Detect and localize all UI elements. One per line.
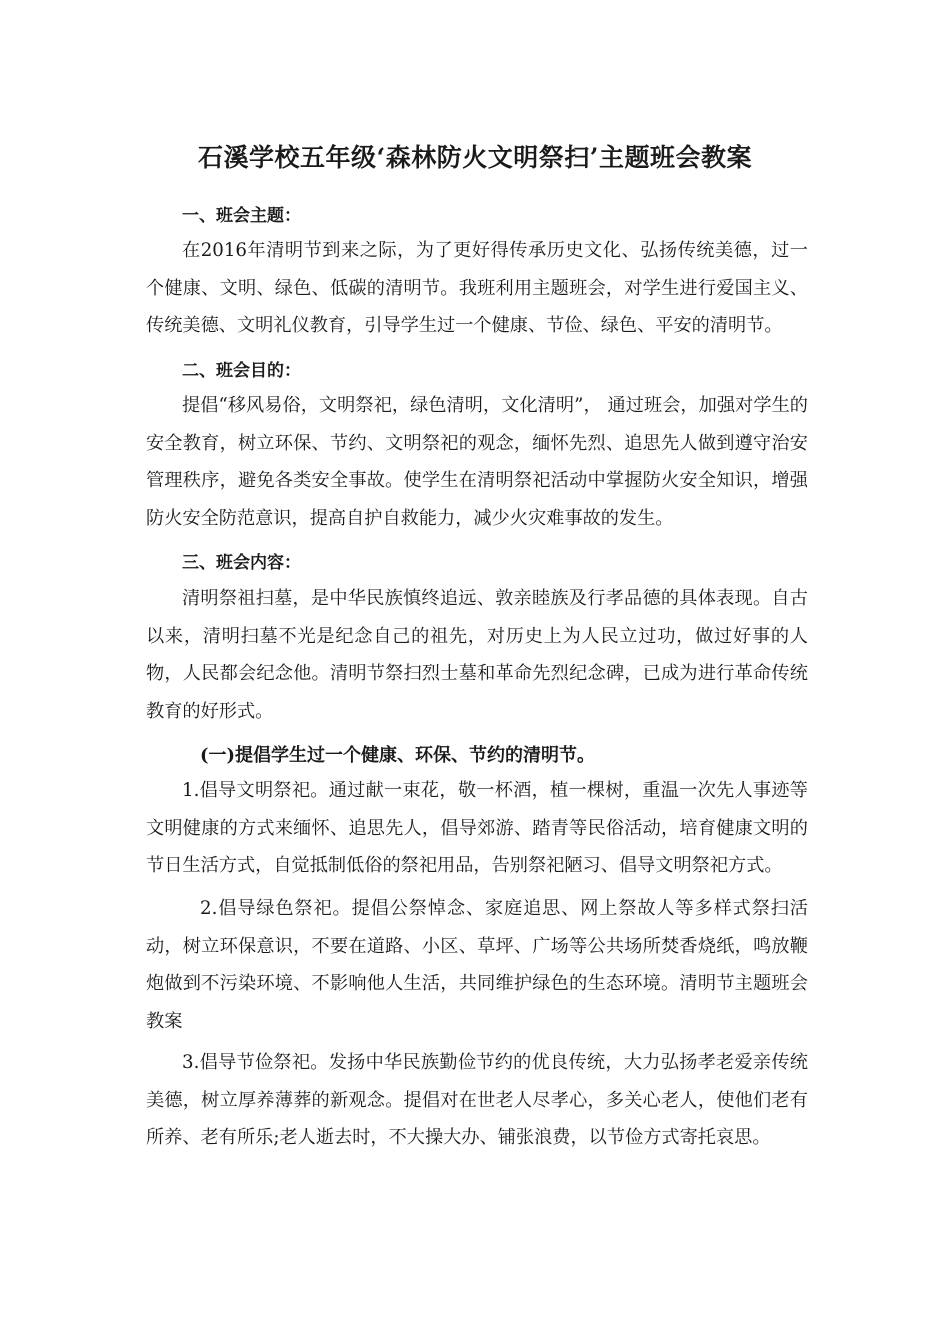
- document-title: 石溪学校五年级‘森林防火文明祭扫’主题班会教案: [198, 143, 752, 172]
- section-paragraph-content: 清明祭祖扫墓，是中华民族慎终追远、敦亲睦族及行孝品德的具体表现。自古以来，清明扫墓不光是纪念自己的祖先，对历史上为人民立过功，做过好事的人物，人民都会纪念他。清明节祭扫烈士墓和革命先烈纪念碑，已成为进行革命传统教育的好形式。: [146, 588, 808, 722]
- section-heading-theme: 一、班会主题：: [182, 206, 301, 226]
- section-paragraph-purpose: 提倡“移风易俗，文明祭祀，绿色清明，文化清明”， 通过班会，加强对学生的安全教育，树立环保、节约、文明祭祀的观念，缅怀先烈、追思先人做到遵守治安管理秩序，避免各类安全事故。使学生在清明祭祀活动中掌握防火安全知识，增强防火安全防范意识，提高自护自救能力，减少火灾难事故的发生。: [146, 395, 808, 529]
- list-item-green-worship: 2.倡导绿色祭祀。提倡公祭悼念、家庭追思、网上祭故人等多样式祭扫活动，树立环保意识，不要在道路、小区、草坪、广场等公共场所焚香烧纸，鸣放鞭炮做到不污染环境、不影响他人生活，共同维护绿色的生态环境。清明节主题班会教案: [146, 898, 808, 1032]
- list-item-civilized-worship: 1.倡导文明祭祀。通过献一束花，敬一杯酒，植一棵树，重温一次先人事迹等文明健康的方式来缅怀、追思先人，倡导郊游、踏青等民俗活动，培育健康文明的节日生活方式，自觉抵制低俗的祭祀用品，告别祭祀陋习、倡导文明祭祀方式。: [146, 780, 808, 876]
- subsection-heading: (一)提倡学生过一个健康、环保、节约的清明节。: [200, 745, 596, 766]
- list-item-frugal-worship: 3.倡导节俭祭祀。发扬中华民族勤俭节约的优良传统，大力弘扬孝老爱亲传统美德，树立厚养薄葬的新观念。提倡对在世老人尽孝心，多关心老人，使他们老有所养、老有所乐;老人逝去时，不大操大办、铺张浪费，以节俭方式寄托哀思。: [146, 1052, 808, 1148]
- section-heading-purpose: 二、班会目的：: [182, 361, 301, 381]
- section-heading-content: 三、班会内容：: [182, 553, 301, 573]
- section-paragraph-theme: 在2016年清明节到来之际，为了更好得传承历史文化、弘扬传统美德，过一个健康、文明、绿色、低碳的清明节。我班利用主题班会，对学生进行爱国主义、传统美德、文明礼仪教育，引导学生过一个健康、节俭、绿色、平安的清明节。: [146, 240, 808, 336]
